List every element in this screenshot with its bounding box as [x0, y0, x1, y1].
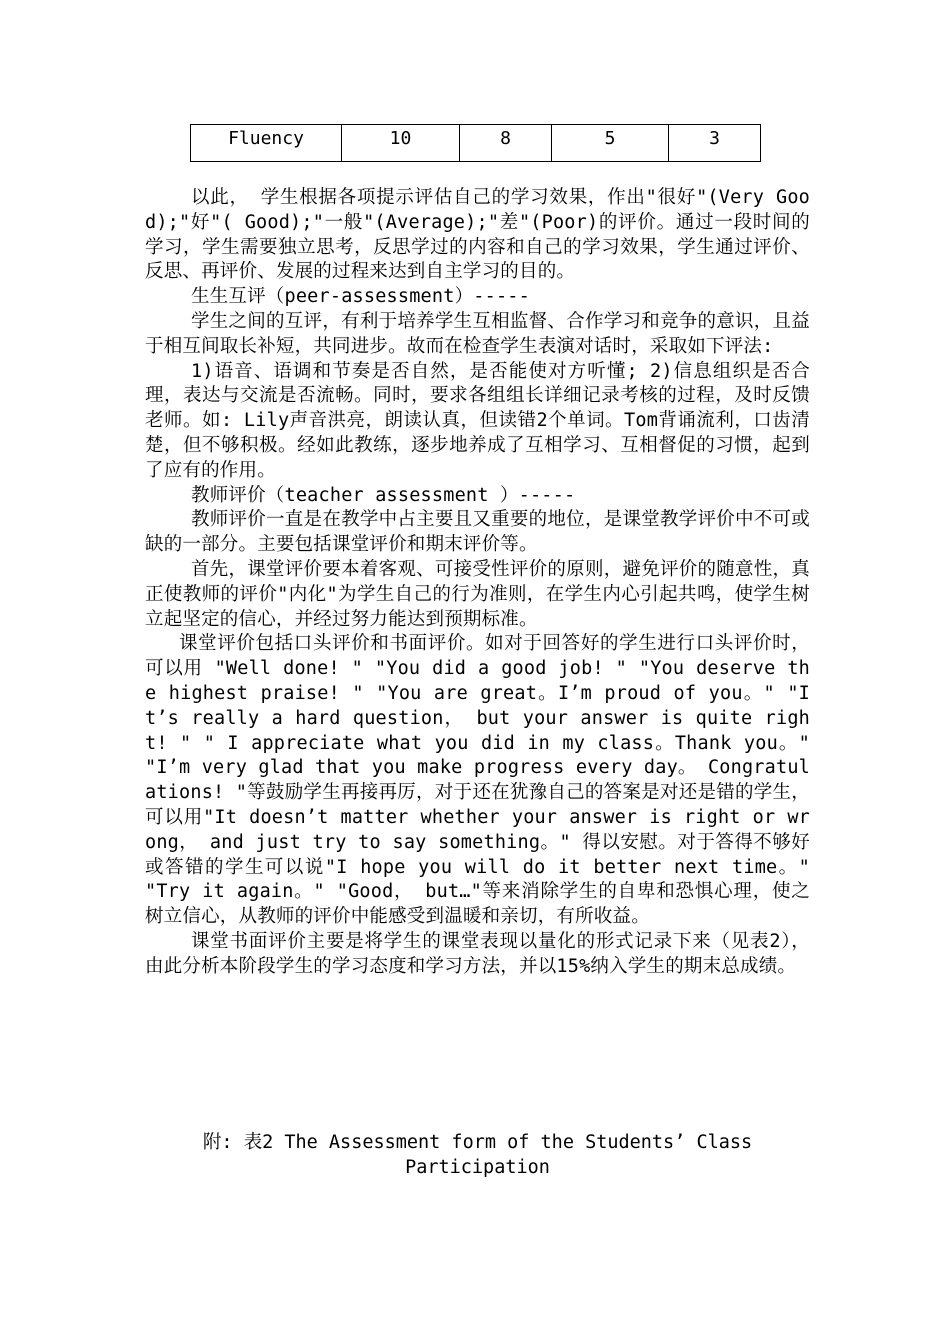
paragraph-written-evaluation: 课堂书面评价主要是将学生的课堂表现以量化的形式记录下来（见表2），由此分析本阶段学生的学习态度和学习方法，并以15%纳入学生的期末总成绩。	[145, 930, 810, 977]
table-cell-score: 5	[552, 125, 669, 162]
paragraph-self-assessment: 以此， 学生根据各项提示评估自己的学习效果，作出"很好"(Very Good);"好"( Good);"一般"(Average);"差"(Poor)的评价。通过一段时间的学习，学生需要独立思考，反思学过的内容和自己的学习效果，学生通过评价、反思、再评价、发展的过程来达到自主学习的目的。	[145, 187, 810, 283]
table-cell-score: 3	[669, 125, 761, 162]
paragraph-peer-assessment: 学生之间的互评，有利于培养学生互相监督、合作学习和竞争的意识，且益于相互间取长补短，共同进步。故而在检查学生表演对话时，采取如下评法:	[145, 310, 810, 357]
paragraph-peer-criteria: 1)语音、语调和节奏是否自然，是否能使对方听懂; 2)信息组织是否合理，表达与交流是否流畅。同时，要求各组组长详细记录考核的过程，及时反馈老师。如: Lily声音洪亮，朗读认真，但读错2个单词。Tom背诵流利，口齿清楚，但不够积极。经如此教练，逐步地养成了互相学习、互相督促的习惯，起到了应有的作用。	[145, 360, 810, 481]
table-cell-criterion: Fluency	[191, 125, 342, 162]
body-text	[145, 186, 810, 980]
table-cell-score: 8	[460, 125, 552, 162]
table-row	[191, 125, 761, 162]
table-caption: 附: 表2 The Assessment form of the Students’ Class Participation	[202, 1132, 753, 1178]
heading-teacher-assessment: 教师评价（teacher assessment ）-----	[191, 484, 576, 506]
table-cell-score: 10	[342, 125, 460, 162]
assessment-table-fragment	[190, 124, 761, 162]
heading-peer-assessment: 生生互评（peer-assessment）-----	[191, 286, 530, 308]
paragraph-oral-evaluation: 课堂评价包括口头评价和书面评价。如对于回答好的学生进行口头评价时，可以用 "Well done! " "You did a good job! " "You deserve the highest praise! " "You are great。I’m proud of you。" "It’s really a hard question， but your answer is quite right! " " I appreciate what you did in my class。Thank you。" "I’m very glad that you make progress every day。 Congratulations! "等鼓励学生再接再厉，对于还在犹豫自己的答案是对还是错的学生，可以用"It doesn’t matter whether your answer is right or wrong， and just try to say something。" 得以安慰。对于答得不够好或答错的学生可以说"I hope you will do it better next time。" "Try it again。" "Good， but…"等来消除学生的自卑和恐惧心理，使之树立信心，从教师的评价中能感受到温暖和亲切，有所收益。	[145, 633, 810, 928]
paragraph-classroom-principles: 首先，课堂评价要本着客观、可接受性评价的原则，避免评价的随意性，真正使教师的评价"内化"为学生自己的行为准则，在学生内心引起共鸣，使学生树立起坚定的信心，并经过努力能达到预期标准。	[145, 558, 810, 630]
paragraph-teacher-assessment: 教师评价一直是在教学中占主要且又重要的地位，是课堂教学评价中不可或缺的一部分。主要包括课堂评价和期末评价等。	[145, 509, 810, 556]
